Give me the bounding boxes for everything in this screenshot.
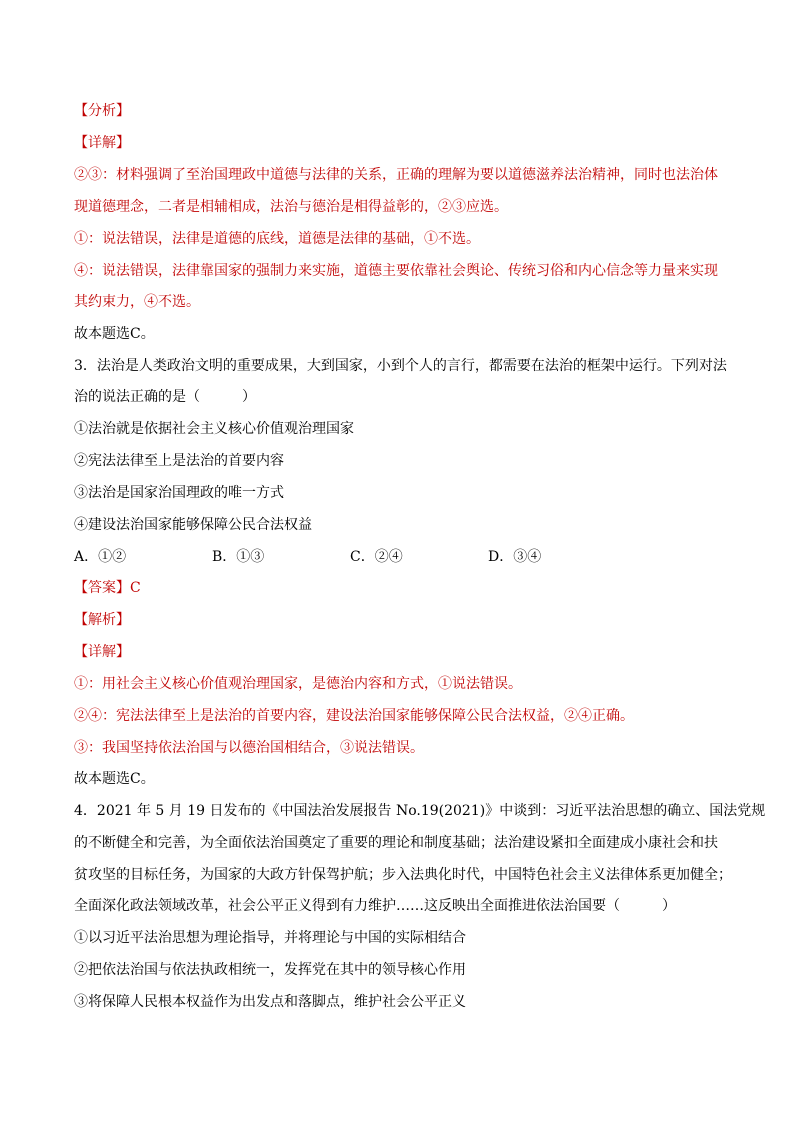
- q2-detail-heading: 【详解】: [74, 135, 130, 151]
- q3-item: ④建设法治国家能够保障公民合法权益: [74, 517, 312, 533]
- q3-option-d: D．③④: [488, 549, 542, 565]
- q2-detail-line: ①：说法错误，法律是道德的底线，道德是法律的基础，①不选。: [74, 231, 480, 247]
- q2-detail-line: ②③：材料强调了至治国理政中道德与法律的关系，正确的理解为要以道德滋养法治精神，同时也法治体: [74, 167, 718, 183]
- q3-detail-heading: 【详解】: [74, 644, 130, 660]
- q4-stem-line: 的不断健全和完善，为全面依法治国奠定了重要的理论和制度基础；法治建设紧扣全面建成小康社会和扶: [74, 835, 718, 851]
- q3-option-a: A．①②: [74, 549, 127, 565]
- q3-answer: 【答案】C: [74, 580, 141, 596]
- q4-stem-line: 全面深化政法领域改革，社会公平正义得到有力维护……这反映出全面推进依法治国要（ ）: [74, 898, 676, 914]
- q4-item: ③将保障人民根本权益作为出发点和落脚点，维护社会公平正义: [74, 994, 466, 1010]
- q4-stem-line: 贫攻坚的目标任务，为国家的大政方针保驾护航；步入法典化时代，中国特色社会主义法律体系更加健全；: [74, 867, 732, 883]
- q4-item: ②把依法治国与依法执政相统一，发挥党在其中的领导核心作用: [74, 962, 466, 978]
- q3-stem-line: 3．法治是人类政治文明的重要成果，大到国家，小到个人的言行，都需要在法治的框架中运行。下列对法: [74, 358, 727, 374]
- q3-conclusion: 故本题选C。: [74, 771, 155, 787]
- q2-detail-line: ④：说法错误，法律靠国家的强制力来实施，道德主要依靠社会舆论、传统习俗和内心信念等力量来实现: [74, 263, 718, 279]
- q3-item: ②宪法法律至上是法治的首要内容: [74, 453, 284, 469]
- q2-detail-line: 其约束力，④不选。: [74, 294, 200, 310]
- q3-analysis-heading: 【解析】: [74, 612, 130, 628]
- q2-detail-line: 现道德理念，二者是相辅相成，法治与德治是相得益彰的，②③应选。: [74, 199, 508, 215]
- q2-conclusion: 故本题选C。: [74, 326, 155, 342]
- q3-item: ③法治是国家治国理政的唯一方式: [74, 485, 284, 501]
- q4-stem-line: 4．2021 年 5 月 19 日发布的《中国法治发展报告 No.19(2021)》中谈到：习近平法治思想的确立、国法党规: [74, 803, 766, 819]
- q3-option-b: B．①③: [212, 549, 265, 565]
- q3-detail-line: ①：用社会主义核心价值观治理国家，是德治内容和方式，①说法错误。: [74, 676, 522, 692]
- q4-item: ①以习近平法治思想为理论指导，并将理论与中国的实际相结合: [74, 930, 466, 946]
- q3-stem-line: 治的说法正确的是（ ）: [74, 389, 256, 405]
- q3-item: ①法治就是依据社会主义核心价值观治理国家: [74, 421, 354, 437]
- q3-detail-line: ③：我国坚持依法治国与以德治国相结合，③说法错误。: [74, 740, 424, 756]
- q3-option-c: C．②④: [350, 549, 403, 565]
- q3-detail-line: ②④：宪法法律至上是法治的首要内容，建设法治国家能够保障公民合法权益，②④正确。: [74, 708, 634, 724]
- q2-analysis-heading: 【分析】: [74, 103, 130, 119]
- q3-options: [74, 547, 724, 567]
